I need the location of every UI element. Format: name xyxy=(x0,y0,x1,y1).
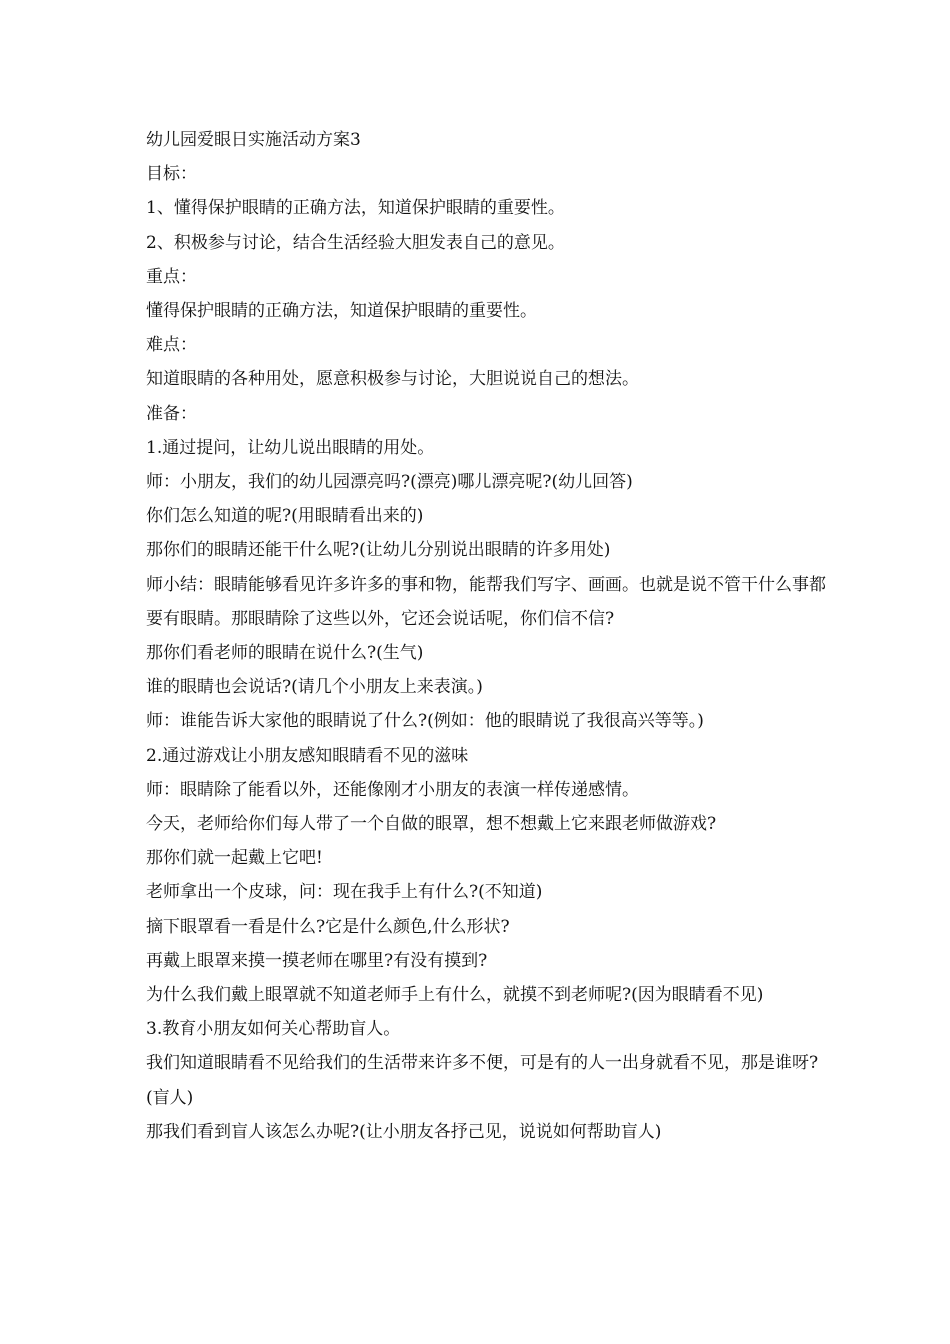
difficulty-text: 知道眼睛的各种用处，愿意积极参与讨论，大胆说说自己的想法。 xyxy=(146,369,639,390)
section-heading-difficulties: 难点： xyxy=(146,335,197,356)
body-paragraph: 为什么我们戴上眼罩就不知道老师手上有什么，就摸不到老师呢?(因为眼睛看不见) xyxy=(146,985,764,1006)
goal-item: 1、懂得保护眼睛的正确方法，知道保护眼睛的重要性。 xyxy=(146,198,565,219)
step-heading: 1.通过提问，让幼儿说出眼睛的用处。 xyxy=(146,437,435,458)
body-paragraph: 今天，老师给你们每人带了一个自做的眼罩，想不想戴上它来跟老师做游戏? xyxy=(146,814,717,835)
body-paragraph: 摘下眼罩看一看是什么?它是什么颜色,什么形状? xyxy=(146,916,510,937)
body-paragraph: 师：小朋友，我们的幼儿园漂亮吗?(漂亮)哪儿漂亮呢?(幼儿回答) xyxy=(146,472,633,493)
section-heading-key-points: 重点： xyxy=(146,266,197,287)
body-paragraph: 师小结：眼睛能够看见许多许多的事和物，能帮我们写字、画画。也就是说不管干什么事都要有眼睛。那眼睛除了这些以外，它还会说话呢，你们信不信? xyxy=(146,574,826,629)
section-heading-goals: 目标： xyxy=(146,164,197,185)
body-paragraph: 你们怎么知道的呢?(用眼睛看出来的) xyxy=(146,506,424,527)
body-paragraph: 那你们就一起戴上它吧! xyxy=(146,848,323,869)
body-paragraph: 那你们看老师的眼睛在说什么?(生气) xyxy=(146,643,424,664)
body-paragraph: 那我们看到盲人该怎么办呢?(让小朋友各抒己见，说说如何帮助盲人) xyxy=(146,1121,662,1142)
document-body xyxy=(146,123,826,1149)
step-heading: 2.通过游戏让小朋友感知眼睛看不见的滋味 xyxy=(146,745,469,766)
section-heading-preparation: 准备： xyxy=(146,403,197,424)
key-point-text: 懂得保护眼睛的正确方法，知道保护眼睛的重要性。 xyxy=(146,301,537,322)
document-title: 幼儿园爱眼日实施活动方案3 xyxy=(146,130,361,150)
goal-item: 2、积极参与讨论，结合生活经验大胆发表自己的意见。 xyxy=(146,232,565,253)
body-paragraph: 我们知道眼睛看不见给我们的生活带来许多不便，可是有的人一出身就看不见，那是谁呀?(盲人) xyxy=(146,1053,819,1108)
body-paragraph: 谁的眼睛也会说话?(请几个小朋友上来表演。) xyxy=(146,677,483,698)
body-paragraph: 师：谁能告诉大家他的眼睛说了什么?(例如：他的眼睛说了我很高兴等等。) xyxy=(146,711,704,732)
body-paragraph: 师：眼睛除了能看以外，还能像刚才小朋友的表演一样传递感情。 xyxy=(146,779,639,800)
body-paragraph: 那你们的眼睛还能干什么呢?(让幼儿分别说出眼睛的许多用处) xyxy=(146,540,611,561)
body-paragraph: 老师拿出一个皮球，问：现在我手上有什么?(不知道) xyxy=(146,882,543,903)
step-heading: 3.教育小朋友如何关心帮助盲人。 xyxy=(146,1019,401,1040)
body-paragraph: 再戴上眼罩来摸一摸老师在哪里?有没有摸到? xyxy=(146,950,488,971)
